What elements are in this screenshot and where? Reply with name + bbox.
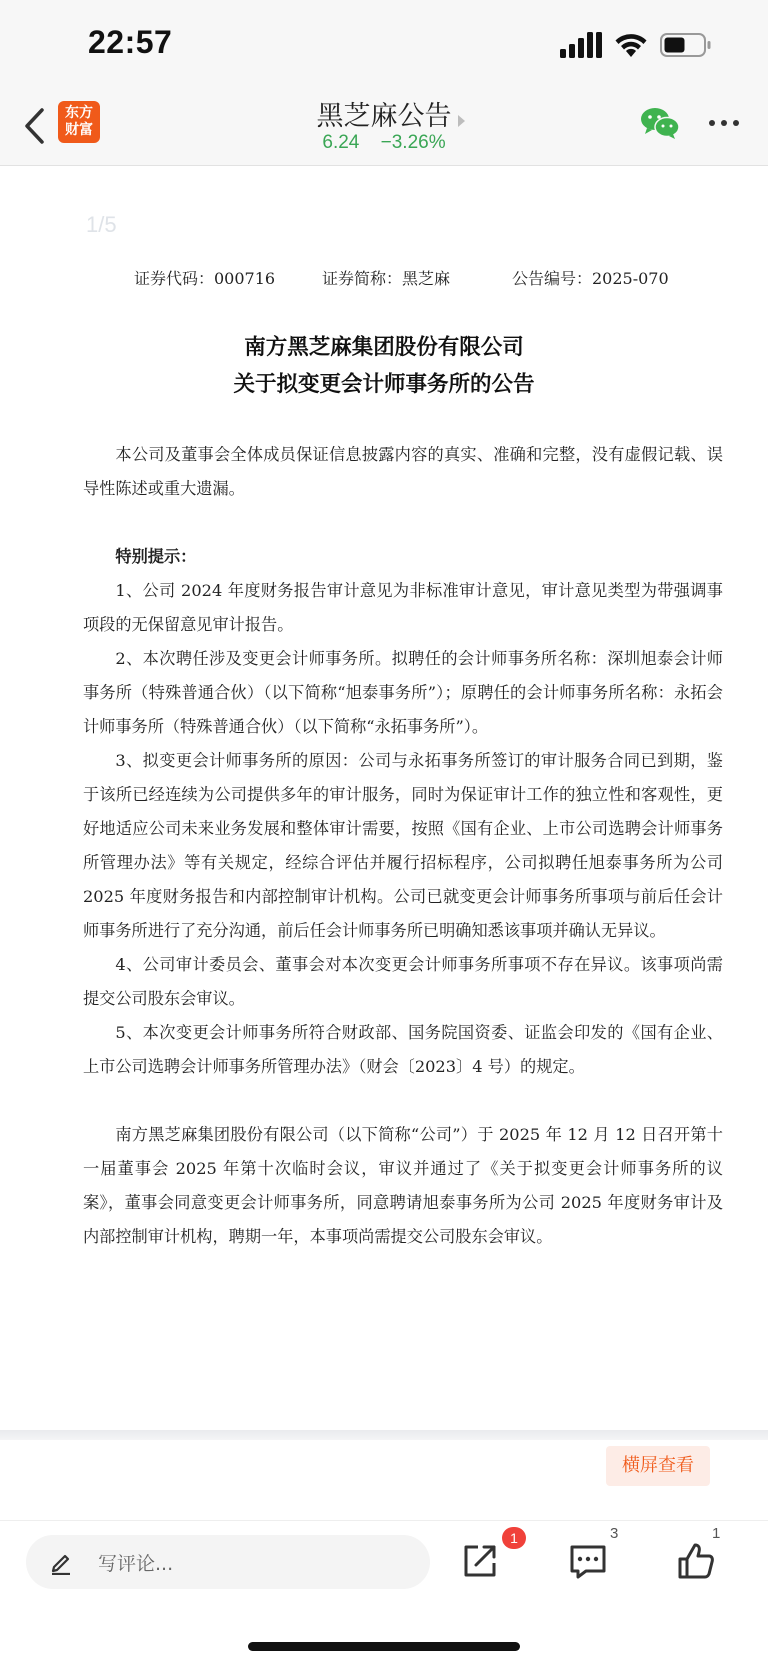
notice-item: 4、公司审计委员会、董事会对本次变更会计师事务所事项不存在异议。该事项尚需提交公司股东会审议。 bbox=[83, 955, 723, 1008]
announcement-document[interactable] bbox=[0, 166, 768, 1430]
wechat-icon bbox=[640, 106, 680, 140]
document-title-line-1: 南方黑芝麻集团股份有限公司 bbox=[244, 335, 524, 360]
comment-input[interactable] bbox=[26, 1535, 430, 1589]
disclaimer-paragraph: 本公司及董事会全体成员保证信息披露内容的真实、准确和完整，没有虚假记载、误导性陈述或重大遗漏。 bbox=[83, 445, 723, 498]
status-time: 22:57 bbox=[88, 24, 173, 60]
share-icon bbox=[458, 1539, 502, 1583]
like-count: 1 bbox=[712, 1525, 721, 1542]
bottom-action-bar bbox=[0, 1520, 768, 1662]
pencil-icon bbox=[48, 1549, 74, 1575]
notice-item: 2、本次聘任涉及变更会计师事务所。拟聘任的会计师事务所名称：深圳旭泰会计师事务所（特殊普通合伙）（以下简称“旭泰事务所”）；原聘任的会计师事务所名称：永拓会计师事务所（特殊普通合伙）（以下简称“永拓事务所”）。 bbox=[83, 649, 723, 736]
document-body bbox=[83, 438, 723, 1254]
comment-count: 3 bbox=[610, 1525, 619, 1542]
document-title-line-2: 关于拟变更会计师事务所的公告 bbox=[233, 372, 535, 397]
comments-button[interactable] bbox=[566, 1539, 610, 1583]
announcement-number: 公告编号：2025-070 bbox=[512, 269, 669, 288]
nav-bar bbox=[0, 88, 768, 166]
cellular-signal-icon bbox=[560, 32, 602, 58]
notice-item: 3、拟变更会计师事务所的原因：公司与永拓事务所签订的审计服务合同已到期，鉴于该所已经连续为公司提供多年的审计服务，同时为保证审计工作的独立性和客观性，更好地适应公司未来业务发展和整体审计需要，按照《国有企业、上市公司选聘会计师事务所管理办法》等有关规定，经综合评估并履行招标程序，公司拟聘任旭泰事务所为公司 2025 年度财务报告和内部控制审计机构。公司已就变更会计师事务所事项与前后任会计师事务所进行了充分沟通，前后任会计师事务所已明确知悉该事项并确认无异议。 bbox=[83, 751, 723, 940]
share-button[interactable] bbox=[458, 1539, 502, 1583]
page-indicator: 1/5 bbox=[86, 212, 117, 237]
wifi-icon bbox=[614, 32, 648, 58]
comment-placeholder: 写评论... bbox=[98, 1553, 174, 1575]
battery-icon bbox=[660, 32, 712, 58]
stock-short-name: 证券简称：黑芝麻 bbox=[322, 269, 451, 288]
notice-item: 1、公司 2024 年度财务报告审计意见为非标准审计意见，审计意见类型为带强调事项段的无保留意见审计报告。 bbox=[83, 581, 723, 634]
comment-bubble-icon bbox=[566, 1539, 610, 1583]
stock-price: 6.24 bbox=[322, 132, 360, 153]
stock-change: −3.26% bbox=[380, 132, 446, 153]
stock-code: 证券代码：000716 bbox=[134, 269, 276, 288]
more-options-button[interactable] bbox=[706, 108, 742, 138]
like-button[interactable] bbox=[674, 1539, 718, 1583]
thumbs-up-icon bbox=[674, 1539, 718, 1583]
landscape-view-button[interactable]: 横屏查看 bbox=[606, 1446, 710, 1486]
home-indicator bbox=[248, 1642, 520, 1651]
share-badge: 1 bbox=[502, 1527, 526, 1549]
notice-heading: 特别提示： bbox=[115, 547, 197, 566]
more-dots-icon bbox=[706, 108, 742, 138]
notice-item: 5、本次变更会计师事务所符合财政部、国务院国资委、证监会印发的《国有企业、上市公司选聘会计师事务所管理办法》（财会〔2023〕4 号）的规定。 bbox=[83, 1023, 723, 1076]
logo-line-2: 财富 bbox=[65, 122, 93, 138]
wechat-share-button[interactable] bbox=[640, 106, 680, 140]
stock-title[interactable]: 黑芝麻公告 bbox=[316, 101, 452, 132]
caret-right-icon bbox=[458, 115, 465, 127]
status-bar bbox=[0, 0, 768, 88]
logo-line-1: 东方 bbox=[65, 105, 93, 121]
status-icons bbox=[560, 30, 712, 60]
main-paragraph: 南方黑芝麻集团股份有限公司（以下简称“公司”）于 2025 年 12 月 12 日召开第十一届董事会 2025 年第十次临时会议，审议并通过了《关于拟变更会计师事务所的议案》，董事会同意变更会计师事务所，同意聘请旭泰事务所为公司 2025 年度财务审计及内部控制审计机构，聘期一年，本事项尚需提交公司股东会审议。 bbox=[83, 1125, 723, 1246]
page-divider bbox=[0, 1430, 768, 1440]
